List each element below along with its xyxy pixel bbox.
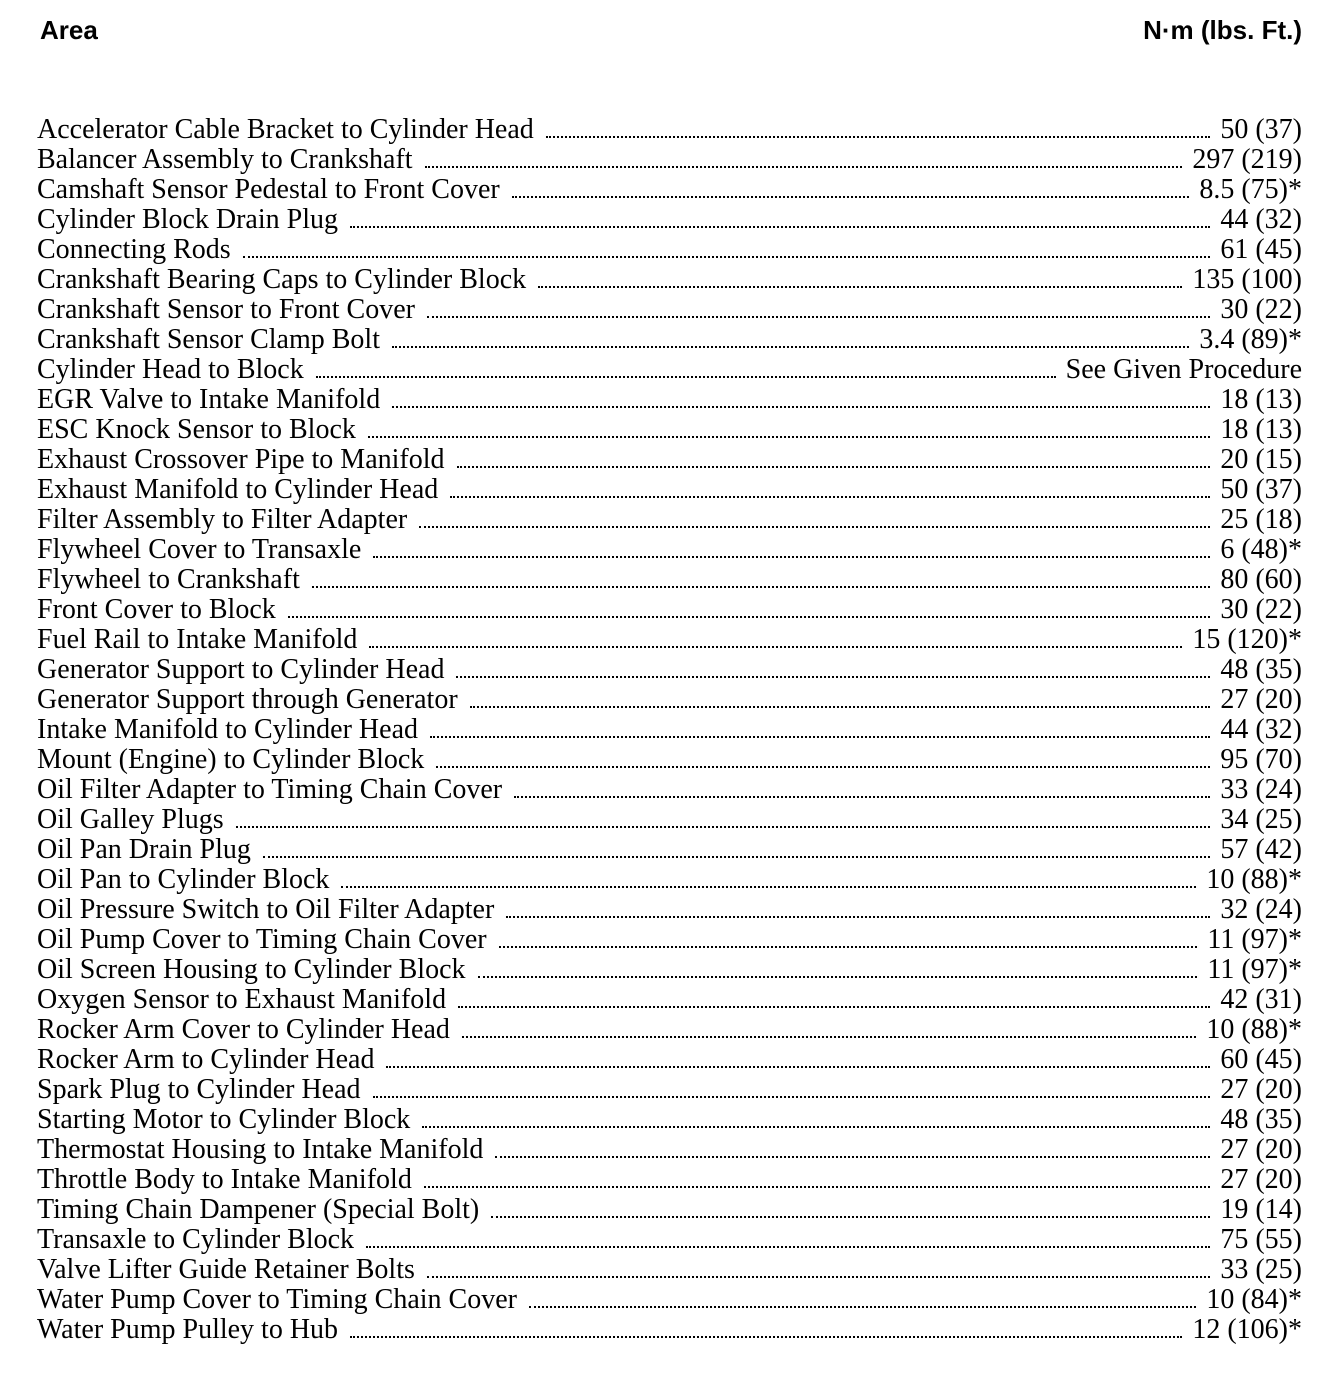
table-row: [37, 325, 1302, 355]
table-row: [37, 955, 1302, 985]
table-row: [37, 1075, 1302, 1105]
area-cell: Flywheel Cover to Transaxle: [37, 535, 362, 565]
table-row: [37, 1135, 1302, 1165]
dot-leader: [419, 526, 1210, 528]
torque-value-cell: 10 (88)*: [1206, 1015, 1302, 1045]
torque-value-cell: 297 (219): [1192, 145, 1302, 175]
table-row: [37, 1285, 1302, 1315]
table-row: [37, 1315, 1302, 1345]
torque-value-cell: 18 (13): [1220, 415, 1302, 445]
torque-value-cell: 32 (24): [1220, 895, 1302, 925]
dot-leader: [430, 736, 1210, 738]
torque-value-cell: 50 (37): [1220, 475, 1302, 505]
torque-value-cell: 10 (84)*: [1206, 1285, 1302, 1315]
dot-leader: [392, 346, 1189, 348]
table-row: [37, 475, 1302, 505]
dot-leader: [456, 676, 1210, 678]
dot-leader: [341, 886, 1196, 888]
dot-leader: [424, 1186, 1211, 1188]
torque-value-cell: 42 (31): [1220, 985, 1302, 1015]
dot-leader: [369, 646, 1182, 648]
area-cell: Timing Chain Dampener (Special Bolt): [37, 1195, 480, 1225]
area-cell: Oil Pan to Cylinder Block: [37, 865, 330, 895]
torque-value-cell: 48 (35): [1220, 1105, 1302, 1135]
area-cell: Thermostat Housing to Intake Manifold: [37, 1135, 484, 1165]
dot-leader: [350, 226, 1210, 228]
dot-leader: [512, 196, 1190, 198]
torque-value-cell: 80 (60): [1220, 565, 1302, 595]
torque-spec-list: [37, 115, 1302, 1345]
table-row: [37, 145, 1302, 175]
dot-leader: [350, 1336, 1182, 1338]
area-cell: Rocker Arm Cover to Cylinder Head: [37, 1015, 450, 1045]
area-cell: Rocker Arm to Cylinder Head: [37, 1045, 375, 1075]
area-cell: Exhaust Crossover Pipe to Manifold: [37, 445, 445, 475]
area-cell: Oil Pump Cover to Timing Chain Cover: [37, 925, 487, 955]
table-row: [37, 925, 1302, 955]
area-cell: Generator Support to Cylinder Head: [37, 655, 445, 685]
torque-value-cell: 95 (70): [1220, 745, 1302, 775]
table-row: [37, 625, 1302, 655]
table-row: [37, 1015, 1302, 1045]
table-row: [37, 1255, 1302, 1285]
area-cell: Accelerator Cable Bracket to Cylinder Head: [37, 115, 534, 145]
table-row: [37, 505, 1302, 535]
area-cell: Filter Assembly to Filter Adapter: [37, 505, 408, 535]
area-cell: Exhaust Manifold to Cylinder Head: [37, 475, 439, 505]
table-row: [37, 1165, 1302, 1195]
dot-leader: [450, 496, 1210, 498]
torque-value-cell: 25 (18): [1220, 505, 1302, 535]
dot-leader: [457, 466, 1211, 468]
table-row: [37, 685, 1302, 715]
torque-value-cell: 30 (22): [1220, 295, 1302, 325]
torque-value-cell: 15 (120)*: [1192, 625, 1302, 655]
torque-value-cell: 27 (20): [1220, 1165, 1302, 1195]
torque-value-cell: 27 (20): [1220, 1135, 1302, 1165]
area-cell: Oxygen Sensor to Exhaust Manifold: [37, 985, 447, 1015]
area-cell: Crankshaft Bearing Caps to Cylinder Block: [37, 265, 527, 295]
table-row: [37, 385, 1302, 415]
table-row: [37, 895, 1302, 925]
torque-value-cell: 44 (32): [1220, 715, 1302, 745]
dot-leader: [491, 1216, 1210, 1218]
dot-leader: [312, 586, 1211, 588]
area-cell: Fuel Rail to Intake Manifold: [37, 625, 358, 655]
area-cell: Oil Screen Housing to Cylinder Block: [37, 955, 466, 985]
area-cell: Connecting Rods: [37, 235, 231, 265]
table-row: [37, 175, 1302, 205]
torque-value-cell: 48 (35): [1220, 655, 1302, 685]
area-cell: Camshaft Sensor Pedestal to Front Cover: [37, 175, 500, 205]
torque-column-heading: N·m (lbs. Ft.): [1143, 14, 1302, 45]
torque-value-cell: 8.5 (75)*: [1199, 175, 1302, 205]
area-cell: Oil Pressure Switch to Oil Filter Adapter: [37, 895, 495, 925]
table-header: [40, 12, 1302, 48]
torque-value-cell: See Given Procedure: [1065, 355, 1302, 385]
dot-leader: [462, 1036, 1196, 1038]
area-cell: Oil Galley Plugs: [37, 805, 224, 835]
area-cell: Transaxle to Cylinder Block: [37, 1225, 355, 1255]
table-row: [37, 655, 1302, 685]
dot-leader: [366, 1246, 1210, 1248]
dot-leader: [373, 1096, 1211, 1098]
area-cell: Generator Support through Generator: [37, 685, 458, 715]
table-row: [37, 1105, 1302, 1135]
torque-value-cell: 12 (106)*: [1192, 1315, 1302, 1345]
dot-leader: [546, 136, 1211, 138]
dot-leader: [470, 706, 1211, 708]
table-row: [37, 295, 1302, 325]
area-cell: Starting Motor to Cylinder Block: [37, 1105, 411, 1135]
torque-value-cell: 44 (32): [1220, 205, 1302, 235]
dot-leader: [506, 916, 1210, 918]
area-cell: ESC Knock Sensor to Block: [37, 415, 356, 445]
torque-value-cell: 75 (55): [1220, 1225, 1302, 1255]
torque-value-cell: 33 (25): [1220, 1255, 1302, 1285]
table-row: [37, 235, 1302, 265]
area-cell: Balancer Assembly to Crankshaft: [37, 145, 413, 175]
dot-leader: [422, 1126, 1210, 1128]
dot-leader: [427, 316, 1210, 318]
table-row: [37, 775, 1302, 805]
table-row: [37, 1045, 1302, 1075]
dot-leader: [538, 286, 1182, 288]
torque-value-cell: 11 (97)*: [1207, 955, 1302, 985]
table-row: [37, 805, 1302, 835]
table-row: [37, 355, 1302, 385]
dot-leader: [514, 796, 1210, 798]
area-cell: Crankshaft Sensor Clamp Bolt: [37, 325, 380, 355]
torque-value-cell: 3.4 (89)*: [1199, 325, 1302, 355]
table-row: [37, 265, 1302, 295]
area-cell: Oil Filter Adapter to Timing Chain Cover: [37, 775, 503, 805]
dot-leader: [236, 826, 1211, 828]
dot-leader: [386, 1066, 1210, 1068]
table-row: [37, 535, 1302, 565]
dot-leader: [373, 556, 1210, 558]
dot-leader: [427, 1276, 1210, 1278]
area-cell: Water Pump Cover to Timing Chain Cover: [37, 1285, 517, 1315]
table-row: [37, 745, 1302, 775]
table-row: [37, 835, 1302, 865]
area-cell: Cylinder Head to Block: [37, 355, 304, 385]
torque-value-cell: 135 (100): [1192, 265, 1302, 295]
dot-leader: [263, 856, 1210, 858]
area-cell: Cylinder Block Drain Plug: [37, 205, 338, 235]
area-cell: Valve Lifter Guide Retainer Bolts: [37, 1255, 415, 1285]
dot-leader: [288, 616, 1211, 618]
torque-value-cell: 30 (22): [1220, 595, 1302, 625]
dot-leader: [425, 166, 1183, 168]
table-row: [37, 1195, 1302, 1225]
dot-leader: [529, 1306, 1196, 1308]
table-row: [37, 865, 1302, 895]
torque-value-cell: 6 (48)*: [1220, 535, 1302, 565]
torque-value-cell: 20 (15): [1220, 445, 1302, 475]
table-row: [37, 595, 1302, 625]
dot-leader: [458, 1006, 1210, 1008]
area-cell: Flywheel to Crankshaft: [37, 565, 300, 595]
area-cell: Oil Pan Drain Plug: [37, 835, 251, 865]
table-row: [37, 445, 1302, 475]
dot-leader: [368, 436, 1210, 438]
torque-value-cell: 11 (97)*: [1207, 925, 1302, 955]
torque-value-cell: 10 (88)*: [1206, 865, 1302, 895]
torque-value-cell: 27 (20): [1220, 1075, 1302, 1105]
table-row: [37, 715, 1302, 745]
table-row: [37, 115, 1302, 145]
area-cell: Throttle Body to Intake Manifold: [37, 1165, 412, 1195]
table-row: [37, 1225, 1302, 1255]
torque-value-cell: 19 (14): [1220, 1195, 1302, 1225]
torque-value-cell: 34 (25): [1220, 805, 1302, 835]
dot-leader: [436, 766, 1210, 768]
area-cell: Mount (Engine) to Cylinder Block: [37, 745, 425, 775]
dot-leader: [495, 1156, 1210, 1158]
area-cell: Crankshaft Sensor to Front Cover: [37, 295, 415, 325]
table-row: [37, 985, 1302, 1015]
torque-value-cell: 50 (37): [1220, 115, 1302, 145]
area-column-heading: Area: [40, 14, 98, 45]
dot-leader: [316, 376, 1056, 378]
torque-value-cell: 61 (45): [1220, 235, 1302, 265]
torque-value-cell: 33 (24): [1220, 775, 1302, 805]
dot-leader: [478, 976, 1198, 978]
dot-leader: [392, 406, 1210, 408]
torque-value-cell: 60 (45): [1220, 1045, 1302, 1075]
table-row: [37, 205, 1302, 235]
area-cell: Spark Plug to Cylinder Head: [37, 1075, 361, 1105]
torque-value-cell: 27 (20): [1220, 685, 1302, 715]
area-cell: Water Pump Pulley to Hub: [37, 1315, 339, 1345]
dot-leader: [243, 256, 1211, 258]
area-cell: EGR Valve to Intake Manifold: [37, 385, 381, 415]
table-row: [37, 415, 1302, 445]
torque-value-cell: 18 (13): [1220, 385, 1302, 415]
torque-value-cell: 57 (42): [1220, 835, 1302, 865]
area-cell: Front Cover to Block: [37, 595, 276, 625]
area-cell: Intake Manifold to Cylinder Head: [37, 715, 419, 745]
dot-leader: [499, 946, 1198, 948]
table-row: [37, 565, 1302, 595]
